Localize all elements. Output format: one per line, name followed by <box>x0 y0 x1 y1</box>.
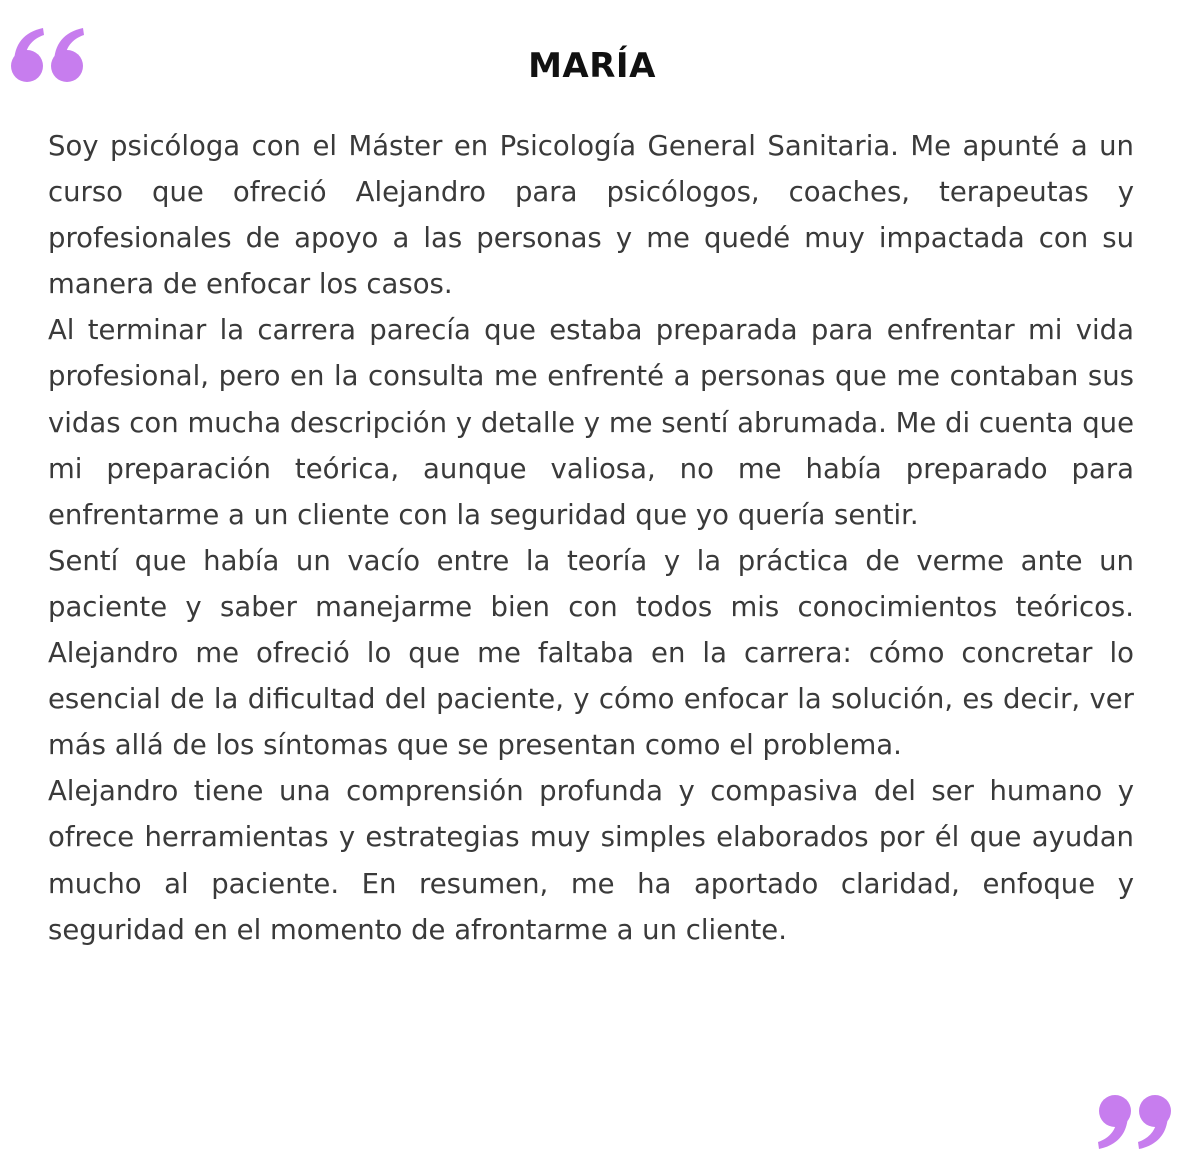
testimonial-paragraph: Alejandro tiene una comprensión profunda y compasiva del ser humano y ofrece herramientas y estrategias muy simples elaborados por él que ayudan mucho al paciente. En resumen, me ha aportado claridad, enfoque y seguridad en el momento de afrontarme a un cliente. <box>48 775 1134 946</box>
testimonial-paragraph: Sentí que había un vacío entre la teoría y la práctica de verme ante un paciente y saber manejarme bien con todos mis conocimientos teóricos. Alejandro me ofreció lo que me faltaba en la carrera: cómo concretar lo esencial de la dificultad del paciente, y cómo enfocar la solución, es decir, ver más allá de los síntomas que se presentan como el problema. <box>48 544 1134 762</box>
close-quote-icon <box>1096 1093 1172 1151</box>
testimonial-paragraph: Soy psicóloga con el Máster en Psicología General Sanitaria. Me apunté a un curso que ofreció Alejandro para psicólogos, coaches, terapeutas y profesionales de apoyo a las personas y me quedé muy impactada con su manera de enfocar los casos. <box>48 130 1134 301</box>
testimonial-body <box>48 123 1134 953</box>
testimonial-paragraph: Al terminar la carrera parecía que estaba preparada para enfrentar mi vida profesional, pero en la consulta me enfrenté a personas que me contaban sus vidas con mucha descripción y detalle y me sentí abrumada. Me di cuenta que mi preparación teórica, aunque valiosa, no me había preparado para enfrentarme a un cliente con la seguridad que yo quería sentir. <box>48 314 1134 531</box>
testimonial-author-name: MARÍA <box>528 46 656 86</box>
